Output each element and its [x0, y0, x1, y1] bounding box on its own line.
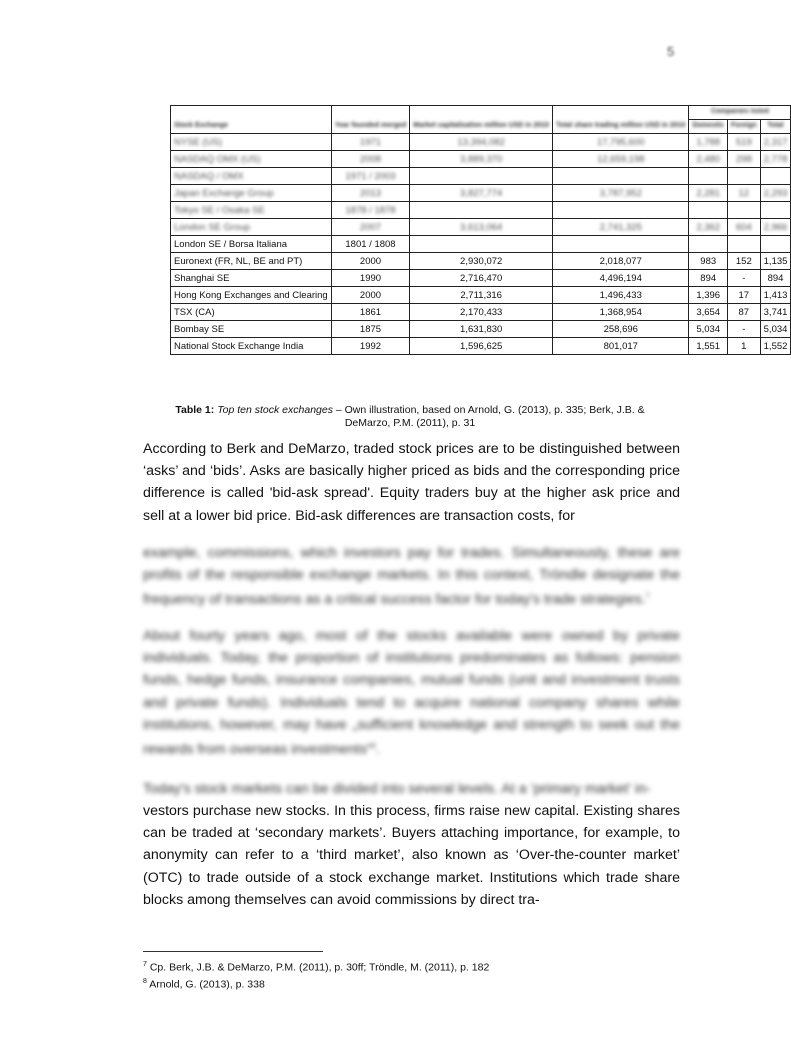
cell-year: 2000 — [331, 287, 410, 304]
cell-share-trading: 17,795,600 — [553, 134, 689, 151]
cell-total — [760, 202, 791, 219]
cell-total: 1,552 — [760, 338, 791, 355]
cell-year: 2013 — [331, 185, 410, 202]
cell-share-trading — [553, 236, 689, 253]
cell-foreign: - — [727, 270, 760, 287]
cell-foreign: 12 — [727, 185, 760, 202]
cell-domestic: 3,654 — [689, 304, 728, 321]
table-row — [171, 168, 791, 185]
cell-domestic — [689, 236, 728, 253]
cell-market-cap: 3,613,064 — [410, 219, 553, 236]
caption-source: – Own illustration, based on Arnold, G. (2013), p. 335; Berk, J.B. & — [332, 404, 645, 416]
cell-domestic: 1,551 — [689, 338, 728, 355]
cell-domestic: 2,480 — [689, 151, 728, 168]
cell-foreign: 298 — [727, 151, 760, 168]
cell-share-trading: 2,741,325 — [553, 219, 689, 236]
cell-share-trading — [553, 168, 689, 185]
cell-market-cap — [410, 168, 553, 185]
table-row — [171, 219, 791, 236]
footnote-ref-7: 7 — [645, 593, 650, 601]
cell-domestic — [689, 202, 728, 219]
cell-market-cap: 13,394,082 — [410, 134, 553, 151]
table-row — [171, 134, 791, 151]
table-row — [171, 253, 791, 270]
cell-total: 2,317 — [760, 134, 791, 151]
paragraph-markets-clear: vestors purchase new stocks. In this process, firms raise new capital. Existing shares can be traded at ‘secondary markets’. Buyers attaching importance, for example, to anonymity can refer to a ‘third market’, also known as ‘Over-the-counter market’ (OTC) to trade outside of a stock exchange market. Institutions which trade share blocks among themselves can avoid commissions by direct tra- — [143, 803, 680, 908]
header-market-cap: Market capitalization million USD in 2010 — [410, 106, 553, 134]
cell-year: 2007 — [331, 219, 410, 236]
cell-total: 2,293 — [760, 185, 791, 202]
cell-total: 3,741 — [760, 304, 791, 321]
header-foreign: Foreign — [727, 120, 760, 134]
cell-foreign: - — [727, 321, 760, 338]
table-caption — [140, 404, 680, 430]
cell-total: 1,413 — [760, 287, 791, 304]
cell-share-trading: 801,017 — [553, 338, 689, 355]
cell-year: 2000 — [331, 253, 410, 270]
cell-year: 1971 — [331, 134, 410, 151]
cell-year: 1992 — [331, 338, 410, 355]
cell-market-cap: 2,930,072 — [410, 253, 553, 270]
cell-share-trading: 3,787,952 — [553, 185, 689, 202]
cell-share-trading: 1,368,954 — [553, 304, 689, 321]
cell-year: 1861 — [331, 304, 410, 321]
cell-exchange-name: Shanghai SE — [171, 270, 332, 287]
table-row — [171, 287, 791, 304]
caption-source-cont: DeMarzo, P.M. (2011), p. 31 — [344, 417, 476, 429]
cell-share-trading: 4,496,194 — [553, 270, 689, 287]
cell-domestic: 1,788 — [689, 134, 728, 151]
table-row — [171, 185, 791, 202]
cell-domestic: 894 — [689, 270, 728, 287]
cell-exchange-name: Hong Kong Exchanges and Clearing — [171, 287, 332, 304]
caption-label: Table 1: — [175, 404, 215, 416]
cell-domestic: 5,034 — [689, 321, 728, 338]
cell-exchange-name: London SE / Borsa Italiana — [171, 236, 332, 253]
cell-share-trading: 12,659,198 — [553, 151, 689, 168]
cell-foreign: 604 — [727, 219, 760, 236]
cell-exchange-name: NASDAQ / OMX — [171, 168, 332, 185]
cell-year: 1878 / 1878 — [331, 202, 410, 219]
cell-foreign — [727, 202, 760, 219]
footnotes — [143, 958, 489, 991]
cell-foreign — [727, 236, 760, 253]
cell-foreign: 152 — [727, 253, 760, 270]
cell-domestic: 1,396 — [689, 287, 728, 304]
table-row — [171, 321, 791, 338]
cell-exchange-name: TSX (CA) — [171, 304, 332, 321]
cell-year: 1875 — [331, 321, 410, 338]
cell-exchange-name: Japan Exchange Group — [171, 185, 332, 202]
cell-market-cap: 3,827,774 — [410, 185, 553, 202]
cell-exchange-name: National Stock Exchange India — [171, 338, 332, 355]
cell-exchange-name: Tokyo SE / Osaka SE — [171, 202, 332, 219]
cell-total — [760, 236, 791, 253]
cell-year: 2008 — [331, 151, 410, 168]
cell-market-cap: 2,716,470 — [410, 270, 553, 287]
cell-total: 2,778 — [760, 151, 791, 168]
footnote-8: $^8$ Arnold, G. (2013), p. 338 — [143, 977, 265, 990]
footnote-divider — [143, 951, 323, 952]
cell-foreign: 87 — [727, 304, 760, 321]
caption-title: Top ten stock exchanges — [217, 404, 333, 416]
table-row — [171, 202, 791, 219]
cell-market-cap: 2,711,316 — [410, 287, 553, 304]
table-row — [171, 270, 791, 287]
cell-domestic: 2,362 — [689, 219, 728, 236]
header-exchange: Stock Exchange — [171, 106, 332, 134]
cell-total: 5,034 — [760, 321, 791, 338]
cell-foreign: 1 — [727, 338, 760, 355]
cell-exchange-name: Bombay SE — [171, 321, 332, 338]
cell-market-cap — [410, 202, 553, 219]
table-row — [171, 236, 791, 253]
footnote-ref-8: 8 — [371, 743, 376, 751]
cell-share-trading: 258,696 — [553, 321, 689, 338]
page-number: 5 — [667, 44, 675, 59]
table-row — [171, 338, 791, 355]
cell-exchange-name: NASDAQ OMX (US) — [171, 151, 332, 168]
cell-foreign: 17 — [727, 287, 760, 304]
cell-year: 1990 — [331, 270, 410, 287]
cell-domestic: 2,281 — [689, 185, 728, 202]
cell-foreign — [727, 168, 760, 185]
cell-foreign: 519 — [727, 134, 760, 151]
paragraph-bid-ask-clear: According to Berk and DeMarzo, traded stock prices are to be distinguished between ‘asks’ and ‘bids’. Asks are basically higher priced as bids and the corresponding price difference is called 'bid-ask spread'. Equity traders buy at the higher ask price and sell at a lower bid price. Bid-ask differences are transaction costs, for — [143, 441, 680, 524]
cell-year: 1801 / 1808 — [331, 236, 410, 253]
paragraph-bid-ask-blurred: example, commissions, which investors pay for trades. Simultaneously, these are profits of the responsible exchange markets. In this context, Tröndle designate the frequency of transactions as a critical success factor for today's trade strategies.$^7$ — [143, 545, 680, 609]
cell-exchange-name: Euronext (FR, NL, BE and PT) — [171, 253, 332, 270]
cell-exchange-name: London SE Group — [171, 219, 332, 236]
cell-exchange-name: NYSE (US) — [171, 134, 332, 151]
cell-total: 894 — [760, 270, 791, 287]
cell-share-trading: 1,496,433 — [553, 287, 689, 304]
header-companies: Companies listed — [689, 106, 791, 120]
cell-market-cap: 2,170,433 — [410, 304, 553, 321]
cell-share-trading: 2,018,077 — [553, 253, 689, 270]
cell-total — [760, 168, 791, 185]
cell-market-cap: 3,889,370 — [410, 151, 553, 168]
cell-total: 2,966 — [760, 219, 791, 236]
header-share-trading: Total share trading million USD in 2010 — [553, 106, 689, 134]
footnote-7: $^7$ Cp. Berk, J.B. & DeMarzo, P.M. (2011), p. 30ff; Tröndle, M. (2011), p. 182 — [143, 961, 490, 974]
cell-total: 1,135 — [760, 253, 791, 270]
stock-exchange-table — [170, 105, 788, 355]
cell-domestic: 983 — [689, 253, 728, 270]
paragraph-ownership-blurred: About fourty years ago, most of the stocks available were owned by private individuals. Today, the proportion of institutions predominates as follows: pension funds, hedge funds, insurance companies, mutual funds (unit and investment trusts and private funds). Individuals tend to acquire national company shares while institutions, however, may have „sufficient knowledge and strength to seek out the rewards from overseas investments“$^8$. — [143, 628, 680, 758]
header-domestic: Domestic — [689, 120, 728, 134]
header-total: Total — [760, 120, 791, 134]
table-row — [171, 304, 791, 321]
cell-year: 1971 / 2003 — [331, 168, 410, 185]
cell-market-cap — [410, 236, 553, 253]
cell-market-cap: 1,631,830 — [410, 321, 553, 338]
paragraph-markets-blurred: Today's stock markets can be divided into several levels. At a ‘primary market’ in- — [143, 781, 651, 797]
cell-market-cap: 1,596,625 — [410, 338, 553, 355]
header-founded: Year founded merged — [331, 106, 410, 134]
table-row — [171, 151, 791, 168]
cell-share-trading — [553, 202, 689, 219]
cell-domestic — [689, 168, 728, 185]
